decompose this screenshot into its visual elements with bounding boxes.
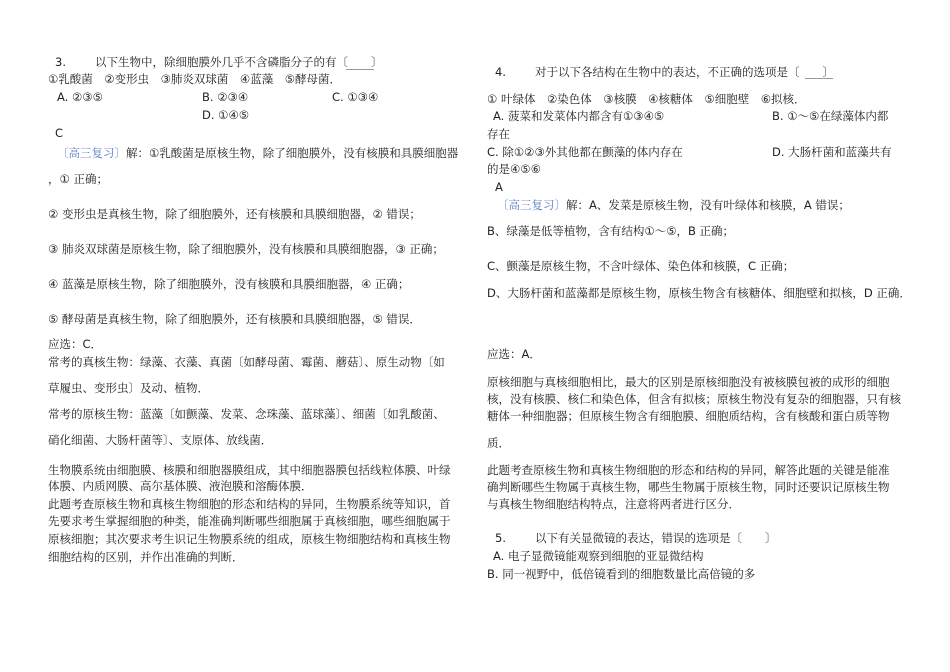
q3-explanation-1b: ，① 正确； [48,172,108,186]
q4-note-line-1: 原核细胞与真核细胞相比，最大的区别是原核细胞没有被核膜包被的成形的细胞 [487,375,890,389]
q3-answer: C [55,126,64,140]
q4-review-tag: 〔高三复习〕 [497,198,566,212]
q4-note-line-4: 质． [487,436,510,450]
q3-summary-line-2: 体膜、内质网膜、高尔基体膜、液泡膜和溶酶体膜． [48,479,313,493]
q3-explanation-4: ④ 蓝藻是原核生物，除了细胞膜外，没有核膜和具膜细胞器，④ 正确； [48,277,410,291]
q4-summary-line-3: 与真核生物细胞结构特点，注意将两者进行区分． [487,497,740,511]
q5-option-b: B. 同一视野中，低倍镜看到的细胞数量比高倍镜的多 [487,567,756,581]
q4-option-b-line-2: 存在 [487,127,510,141]
q4-option-d-line-1: D. 大肠杆菌和蓝藻共有 [772,145,892,159]
q4-explanation-a [497,198,850,213]
q5-stem: 以下有关显微镜的表达，错误的选项是〔 〕 [535,531,777,545]
q3-stem: 以下生物中，除细胞膜外几乎不含磷脂分子的有〔 〕 [95,55,383,69]
q4-explanation-a-text: 解：A、发菜是原核生物，没有叶绿体和核膜，A 错误； [566,198,850,212]
q4-explanation-c: C、颤藻是原核生物，不含叶绿体、染色体和核膜，C 正确； [487,259,795,273]
q3-summary-line-1: 生物膜系统由细胞膜、核膜和细胞器膜组成，其中细胞器膜包括线粒体膜、叶绿 [48,463,451,477]
q4-note-line-2: 核，没有核膜、核仁和染色体，但含有拟核；原核生物没有复杂的细胞器，只有核 [487,392,901,406]
q3-prokaryote-line-2: 硝化细菌、大肠杆菌等〕、支原体、放线菌． [48,433,273,447]
q4-explanation-d: D、大肠杆菌和蓝藻都是原核生物，原核生物含有核糖体、细胞壁和拟核，D 正确． [487,286,911,300]
q3-summary-line-4: 先要求考生掌握细胞的种类，能准确判断哪些细胞属于真核细胞，哪些细胞属于 [48,514,451,528]
q3-summary-line-6: 细胞结构的区别，并作出准确的判断． [48,550,244,564]
q3-eukaryote-line-1: 常考的真核生物：绿藻、衣藻、真菌〔如酵母菌、霉菌、蘑菇〕、原生动物〔如 [48,355,445,369]
q4-option-b-line-1: B. ①～⑤在绿藻体内都 [772,109,889,123]
q3-prokaryote-line-1: 常考的原核生物：蓝藻〔如颤藻、发菜、念珠藻、蓝球藻〕、细菌〔如乳酸菌、 [48,407,445,421]
q4-option-a: A. 菠菜和发菜体内都含有①③④⑤ [493,109,665,123]
q3-items: ①乳酸菌 ②变形虫 ③肺炎双球菌 ④蓝藻 ⑤酵母菌． [48,72,342,86]
q4-summary-line-2: 确判断哪些生物属于真核生物，哪些生物属于原核生物，同时还要识记原核生物 [487,480,890,494]
q4-stem: 对于以下各结构在生物中的表达，不正确的选项是〔 〕 [535,65,834,79]
q3-option-d: D. ①④⑤ [202,108,250,122]
q3-explanation-3: ③ 肺炎双球菌是原核生物，除了细胞膜外，没有核膜和具膜细胞器，③ 正确； [48,242,444,256]
q3-explanation-1a [57,146,458,161]
q5-number: 5. [495,531,506,545]
q4-option-d-line-2: 的是④⑤⑥ [487,162,541,176]
q3-option-b: B. ②③④ [202,90,249,104]
q4-answer-blank [805,78,833,79]
q3-explanation-1a-text: 解：①乳酸菌是原核生物，除了细胞膜外，没有核膜和具膜细胞器 [126,146,459,160]
q3-review-tag: 〔高三复习〕 [57,146,126,160]
q3-summary-line-3: 此题考查原核生物和真核生物细胞的形态和结构的异同，生物膜系统等知识，首 [48,497,451,511]
q4-answer: A [495,180,503,194]
q4-option-c: C. 除①②③外其他都在颤藻的体内存在 [487,145,683,159]
q5-option-a: A. 电子显微镜能观察到细胞的亚显微结构 [493,549,704,563]
q4-summary-line-1: 此题考查原核生物和真核生物细胞的形态和结构的异同，解答此题的关键是能准 [487,463,890,477]
q4-items: ① 叶绿体 ②染色体 ③核膜 ④核糖体 ⑤细胞壁 ⑥拟核． [487,92,806,106]
q4-explanation-b: B、绿藻是低等植物，含有结构①～⑤，B 正确； [487,224,735,238]
q4-choose: 应选：A． [487,347,541,361]
q3-number: 3. [55,55,66,69]
q3-eukaryote-line-2: 草履虫、变形虫〕及动、植物． [48,381,209,395]
q3-explanation-5: ⑤ 酵母菌是真核生物，除了细胞膜外，还有核膜和具膜细胞器，⑤ 错误． [48,312,421,326]
q3-choose: 应选：C． [48,337,103,351]
q4-note-line-3: 糖体一种细胞器；但原核生物含有细胞膜、细胞质结构，含有核酸和蛋白质等物 [487,409,890,423]
q3-explanation-2: ② 变形虫是真核生物，除了细胞膜外，还有核膜和具膜细胞器，② 错误； [48,207,421,221]
q3-answer-blank [346,69,374,70]
q4-number: 4. [495,65,506,79]
q3-option-a: A. ②③⑤ [57,90,103,104]
q3-summary-line-5: 原核细胞；其次要求考生识记生物膜系统的组成，原核生物细胞结构和真核生物 [48,532,451,546]
q3-option-c: C. ①③④ [332,90,379,104]
